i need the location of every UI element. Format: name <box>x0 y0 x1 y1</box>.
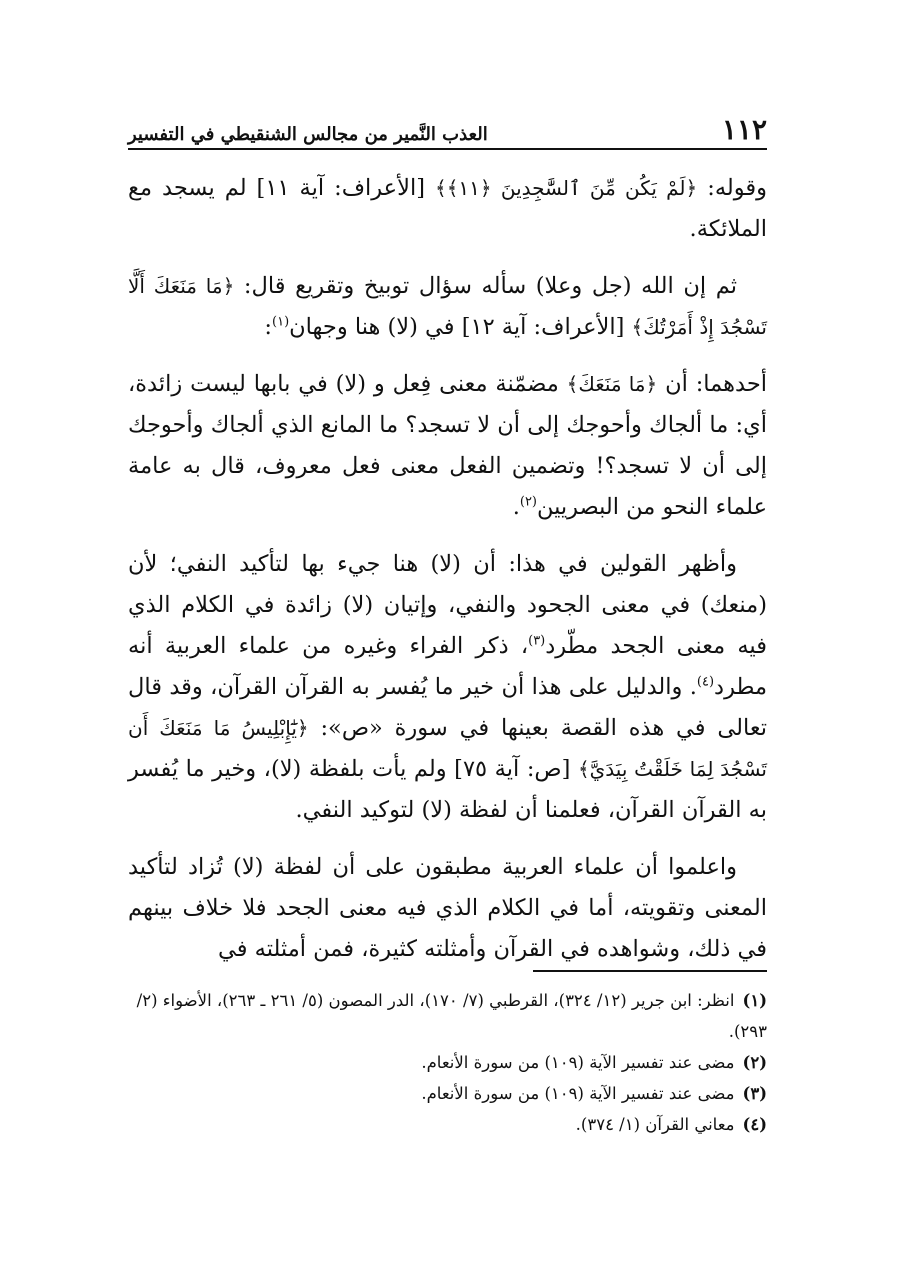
quran-verse: ﴿مَا مَنَعَكَ أَلَّا تَسْجُدَ إِذْ أَمَرْتُكَ﴾ <box>128 274 767 339</box>
paragraph-2-text-a: ثم إن الله (جل وعلا) سأله سؤال توبيخ وتقريع قال: <box>234 273 737 299</box>
quran-verse: ﴿يَٰٓإِبْلِيسُ مَا مَنَعَكَ أَن تَسْجُدَ لِمَا خَلَقْتُ بِيَدَيَّ﴾ <box>128 716 768 781</box>
footnote-number: (٢) <box>742 1053 767 1072</box>
footnote-ref-4[interactable]: (٤) <box>696 674 715 690</box>
paragraph-2 <box>128 266 767 348</box>
paragraph-1 <box>128 168 767 250</box>
page-number: ١١٢ <box>721 113 767 146</box>
footnote-ref-2[interactable]: (٢) <box>519 494 537 510</box>
paragraph-2-text-b: [الأعراف: آية ١٢] في (لا) هنا وجهان <box>289 314 632 340</box>
paragraph-4 <box>128 544 767 831</box>
paragraph-1-text-b: [الأعراف: آية ١١] لم يسجد مع الملائكة. <box>128 175 767 242</box>
body-text <box>128 168 767 986</box>
footnote-3 <box>128 1078 767 1109</box>
footnote-text: معاني القرآن (١/ ٣٧٤). <box>575 1115 735 1134</box>
footnote-ref-1[interactable]: (١) <box>272 314 290 330</box>
footnotes <box>128 985 767 1140</box>
paragraph-3-text-b: مضمّنة معنى فِعل و (لا) في بابها ليست زائدة، أي: ما ألجاك وأحوجك إلى أن لا تسجد؟ ما المانع الذي ألجاك وأحوجك إلى أن لا تسجد؟! وتضمين الفعل معنى فعل معروف، قال به عامة علماء النحو من البصريين <box>128 371 767 520</box>
paragraph-4-text-d: [ص: آية ٧٥] ولم يأت بلفظة (لا)، وخير ما يُفسر به القرآن القرآن، فعلمنا أن لفظة (لا) لتوكيد النفي. <box>128 756 767 823</box>
paragraph-5: واعلموا أن علماء العربية مطبقون على أن لفظة (لا) تُزاد لتأكيد المعنى وتقويته، أما في الكلام الذي فيه معنى الجحد فلا خلاف بينهم في ذلك، وشواهده في القرآن وأمثلته كثيرة، فمن أمثلته في <box>128 854 767 962</box>
footnote-1 <box>128 985 767 1047</box>
footnote-number: (٣) <box>742 1084 767 1103</box>
footnote-text: انظر: ابن جرير (١٢/ ٣٢٤)، القرطبي (٧/ ١٧٠)، الدر المصون (٥/ ٢٦١ ـ ٢٦٣)، الأضواء (٢/ ٢٩٣). <box>136 991 767 1041</box>
paragraph-3 <box>128 364 767 528</box>
running-title: العذب النَّمير من مجالس الشنقيطي في التفسير <box>128 124 488 145</box>
footnote-text: مضى عند تفسير الآية (١٠٩) من سورة الأنعام. <box>421 1084 735 1103</box>
footnote-text: مضى عند تفسير الآية (١٠٩) من سورة الأنعام. <box>421 1053 735 1072</box>
footnote-ref-3[interactable]: (٣) <box>528 633 546 649</box>
footnote-number: (٤) <box>742 1115 767 1134</box>
quran-verse: ﴿لَمْ يَكُن مِّنَ ٱلسَّٰجِدِينَ ﴿١١﴾﴾ <box>434 176 698 200</box>
paragraph-4-text-a: وأظهر القولين في هذا: أن (لا) هنا جيء بها لتأكيد النفي؛ لأن (منعك) في معنى الجحود والنفي، وإتيان (لا) زائدة في الكلام الذي فيه معنى الجحد مطّرد <box>128 551 767 659</box>
footnote-number: (١) <box>742 991 767 1010</box>
paragraph-1-text-a: وقوله: <box>697 175 768 201</box>
paragraph-4-text-c: . والدليل على هذا أن خير ما يُفسر به القرآن القرآن، وقد قال تعالى في هذه القصة بعينها في سورة «ص»: <box>128 674 767 741</box>
paragraph-4-text-b: ، ذكر الفراء وغيره من علماء العربية أنه مطرد <box>128 633 767 700</box>
paragraph-3-text-a: أحدهما: أن <box>657 371 768 397</box>
footnote-2 <box>128 1047 767 1078</box>
footnote-divider <box>533 970 767 972</box>
quran-verse: ﴿مَا مَنَعَكَ﴾ <box>566 372 658 396</box>
page-header <box>128 112 767 150</box>
paragraph-3-text-c: . <box>512 494 520 520</box>
paragraph-2-text-c: : <box>264 314 273 340</box>
footnote-4 <box>128 1109 767 1140</box>
